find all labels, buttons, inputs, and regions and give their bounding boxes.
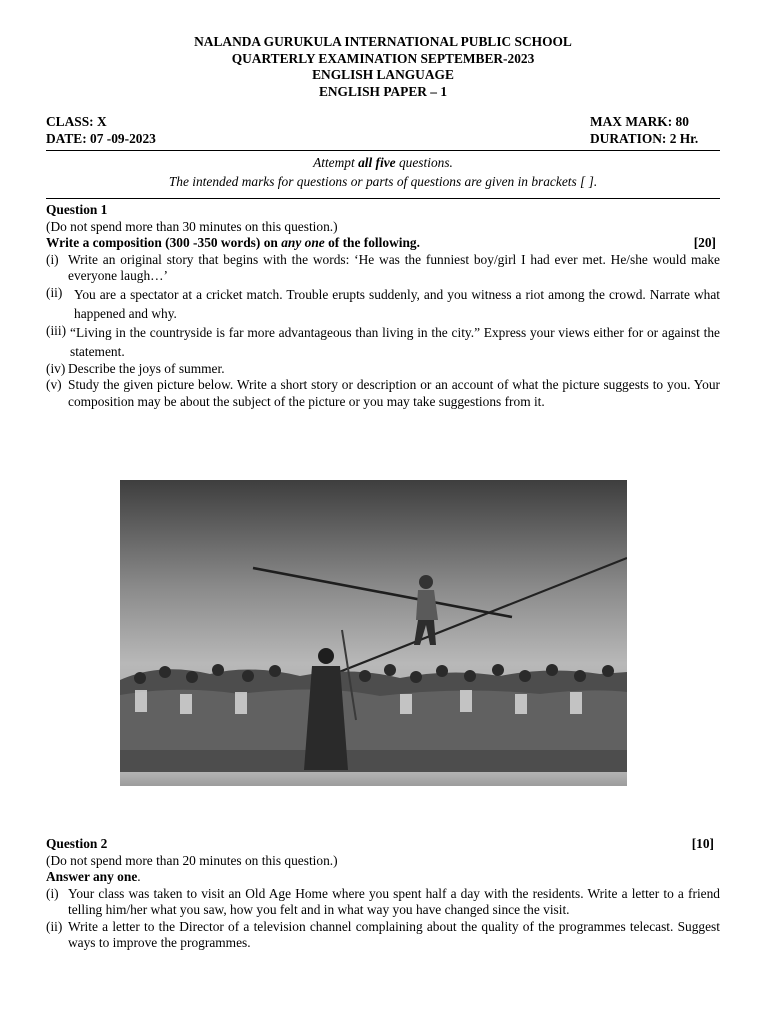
class-label: CLASS: X xyxy=(46,114,107,129)
max-mark-label: MAX MARK: 80 xyxy=(590,114,689,129)
tightrope-picture xyxy=(120,480,627,786)
tightrope-picture-drawing xyxy=(120,480,627,786)
paper-title: ENGLISH PAPER – 1 xyxy=(318,83,448,99)
instruction-marks: The intended marks for questions or parts of questions are given in brackets [ ]. xyxy=(168,173,598,189)
exam-title: QUARTERLY EXAMINATION SEPTEMBER-2023 xyxy=(231,50,535,66)
q2-option-ii: (ii) Write a letter to the Director of a television channel complaining about the quality of the programmes telecast. Suggest ways to improve the programmes. xyxy=(46,918,720,950)
question-2-header xyxy=(46,836,720,853)
question-2-instruction: Answer any one. xyxy=(46,869,141,884)
q1-option-i: (i) Write an original story that begins with the words: ‘He was the funniest boy/girl I had ever met. He/she would make everyone laugh…’ xyxy=(46,251,720,283)
question-1-prompt: Write a composition (300 -350 words) on any one of the following. [20] xyxy=(46,235,720,252)
subject-title: ENGLISH LANGUAGE xyxy=(312,67,454,82)
q1-option-ii: (ii) You are a spectator at a cricket match. Trouble erupts suddenly, and you witness a riot among the crowd. Narrate what happened and why. xyxy=(46,284,720,321)
meta-row-2 xyxy=(46,131,720,148)
question-1-marks: [20] xyxy=(693,235,716,250)
q1-option-iii: (iii) “Living in the countryside is far more advantageous than living in the city.” Express your views either for or against the statement. xyxy=(46,322,720,359)
question-1-time-note: (Do not spend more than 30 minutes on this question.) xyxy=(46,218,338,234)
question-1-title: Question 1 xyxy=(46,202,108,217)
meta-row-1 xyxy=(46,114,720,131)
header-divider xyxy=(46,150,720,151)
instruction-attempt: Attempt all five questions. xyxy=(313,155,453,170)
duration-label: DURATION: 2 Hr. xyxy=(590,130,699,146)
question-2-marks: [10] xyxy=(691,836,714,851)
q1-option-v: (v) Study the given picture below. Write a short story or description or an account of what the picture suggests to you. Your composition may be about the subject of the picture or you may take suggestions from it. xyxy=(46,377,720,409)
question-2-time-note: (Do not spend more than 20 minutes on this question.) xyxy=(46,852,338,868)
question-2 xyxy=(46,836,720,952)
date-label: DATE: 07 -09-2023 xyxy=(46,130,156,146)
question-paper xyxy=(46,34,720,410)
school-name: NALANDA GURUKULA INTERNATIONAL PUBLIC SCHOOL xyxy=(194,34,572,49)
q1-option-iv: (iv) Describe the joys of summer. xyxy=(46,360,225,376)
instruction-divider xyxy=(46,198,720,199)
q2-option-i: (i) Your class was taken to visit an Old Age Home where you spent half a day with the residents. Write a letter to a friend telling him/her what you saw, how you felt and in what way you have changed since the visit. xyxy=(46,885,720,917)
question-2-title: Question 2 xyxy=(46,836,108,851)
